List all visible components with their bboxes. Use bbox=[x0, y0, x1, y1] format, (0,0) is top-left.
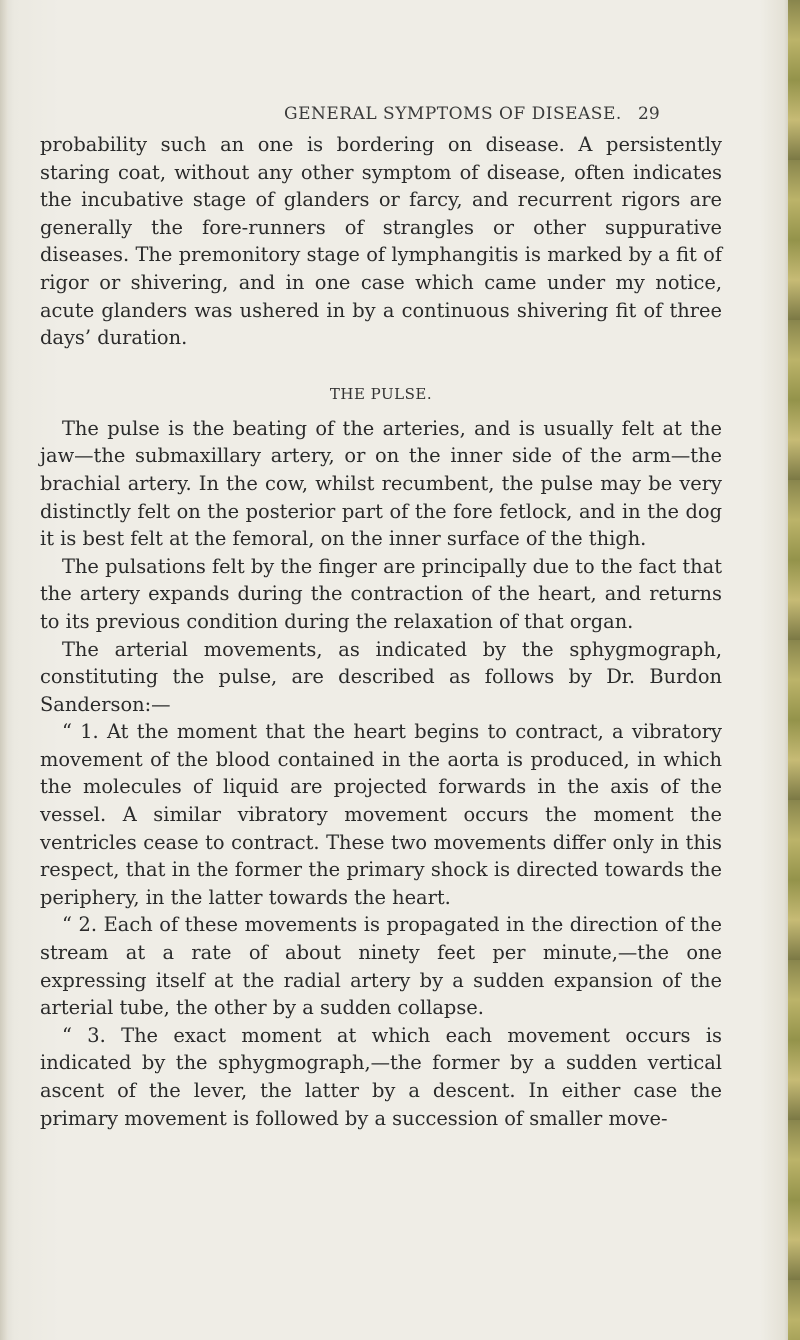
paragraph-rigors: probability such an one is bordering on disease. A persistently staring coat, without any other symptom of disease, often indicates the incubative stage of glanders or farcy, and recurrent rigors are generally the fore-runners of strangles or other suppurative diseases. The premonitory stage of lymphangitis is marked by a fit of rigor or shivering, and in one case which came under my notice, acute glanders was ushered in by a continuous shivering fit of three days’ duration. bbox=[40, 133, 722, 350]
page-gutter bbox=[0, 0, 8, 1340]
body-text bbox=[40, 131, 722, 1132]
section-heading: THE PULSE. bbox=[329, 384, 433, 403]
page-edge bbox=[788, 0, 800, 1340]
running-head: GENERAL SYMPTOMS OF DISEASE. bbox=[284, 104, 622, 124]
paragraph-quote-1: “ 1. At the moment that the heart begins to contract, a vibratory movement of the blood contained in the aorta is produced, in which the molecules of liquid are projected forwards in the axis of the vessel. A similar vibratory movement occurs the moment the ventricles cease to contract. These two movements differ only in this respect, that in the former the primary shock is directed towards the periphery, in the latter towards the heart. bbox=[40, 720, 722, 909]
page-number: 29 bbox=[638, 104, 660, 124]
paragraph-arterial-movements: The arterial movements, as indicated by the sphygmograph, constituting the pulse, are described as follows by Dr. Burdon Sanderson:— bbox=[40, 637, 722, 716]
page-header bbox=[0, 104, 800, 130]
paragraph-pulse-definition: The pulse is the beating of the arteries, and is usually felt at the jaw—the submaxillary artery, or on the inner side of the arm—the brachial artery. In the cow, whilst recumbent, the pulse may be very distinctly felt on the posterior part of the fore fetlock, and in the dog it is best felt at the femoral, on the inner surface of the thigh. bbox=[40, 416, 722, 551]
paragraph-pulsations: The pulsations felt by the finger are principally due to the fact that the artery expands during the contraction of the heart, and returns to its previous condition during the relaxation of that organ. bbox=[40, 554, 722, 633]
paragraph-quote-3: “ 3. The exact moment at which each movement occurs is indicated by the sphygmograph,—the former by a sudden vertical ascent of the lever, the latter by a descent. In either case the primary movement is followed by a succession of smaller move- bbox=[40, 1023, 722, 1130]
paragraph-quote-2: “ 2. Each of these movements is propagated in the direction of the stream at a rate of about ninety feet per minute,—the one expressing itself at the radial artery by a sudden expansion of the arterial tube, the other by a sudden collapse. bbox=[40, 913, 722, 1020]
